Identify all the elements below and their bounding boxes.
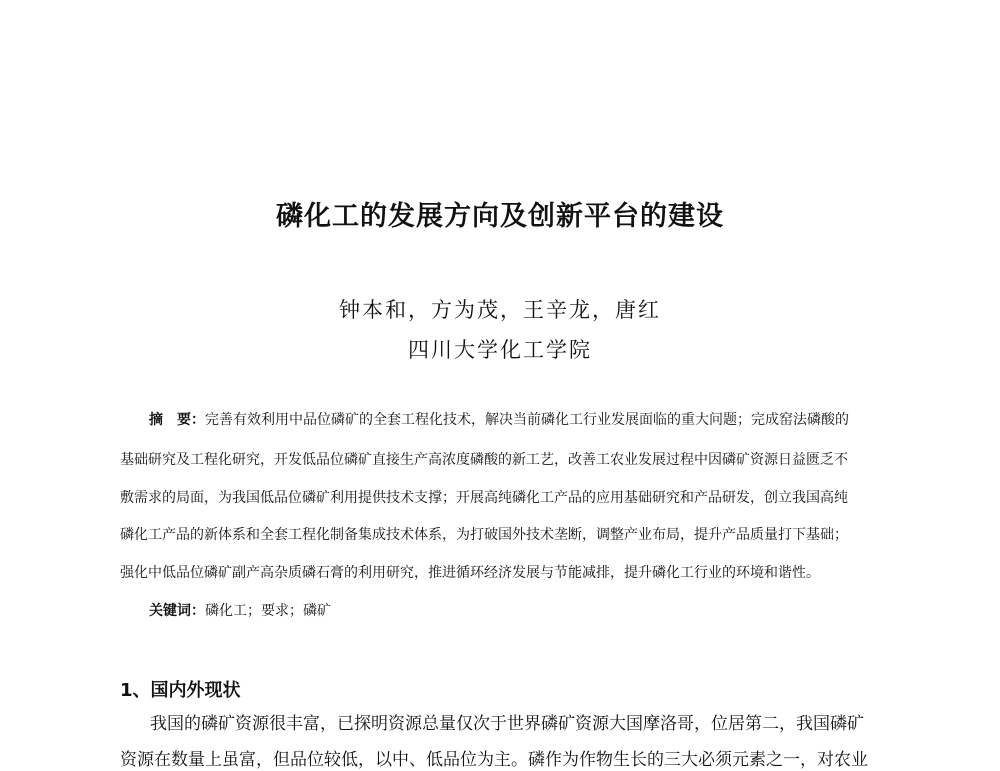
abstract-text-1: 完善有效利用中品位磷矿的全套工程化技术，解决当前磷化工行业发展面临的重大问题；完成窑法磷酸的 <box>205 412 849 428</box>
abstract-line-1 <box>149 410 849 430</box>
keywords-line <box>149 601 331 621</box>
keywords-label: 关键词： <box>149 603 205 619</box>
author-affiliation: 四川大学化工学院 <box>408 338 592 362</box>
abstract-label: 摘 要： <box>149 412 205 428</box>
body-paragraph-line-1: 我国的磷矿资源很丰富，已探明资源总量仅次于世界磷矿资源大国摩洛哥，位居第二，我国磷矿 <box>150 714 864 734</box>
body-paragraph-line-2: 资源在数量上虽富，但品位较低，以中、低品位为主。磷作为作物生长的三大必须元素之一，对农业 <box>120 750 868 770</box>
section-heading: 1、国内外现状 <box>120 680 241 701</box>
abstract-line-5: 强化中低品位磷矿副产高杂质磷石膏的利用研究，推进循环经济发展与节能减排，提升磷化工行业的环境和谐性。 <box>120 565 820 581</box>
abstract-line-3: 敷需求的局面，为我国低品位磷矿利用提供技术支撑；开展高纯磷化工产品的应用基础研究和产品研发，创立我国高纯 <box>120 490 848 506</box>
keywords-value: 磷化工；要求；磷矿 <box>205 603 331 619</box>
author-list: 钟本和，方为茂，王辛龙，唐红 <box>339 298 661 322</box>
abstract-line-4: 磷化工产品的新体系和全套工程化制备集成技术体系，为打破国外技术垄断，调整产业布局，提升产品质量打下基础； <box>120 527 848 543</box>
paper-title: 磷化工的发展方向及创新平台的建设 <box>276 201 724 232</box>
abstract-line-2: 基础研究及工程化研究，开发低品位磷矿直接生产高浓度磷酸的新工艺，改善工农业发展过程中因磷矿资源日益匮乏不 <box>120 452 848 468</box>
